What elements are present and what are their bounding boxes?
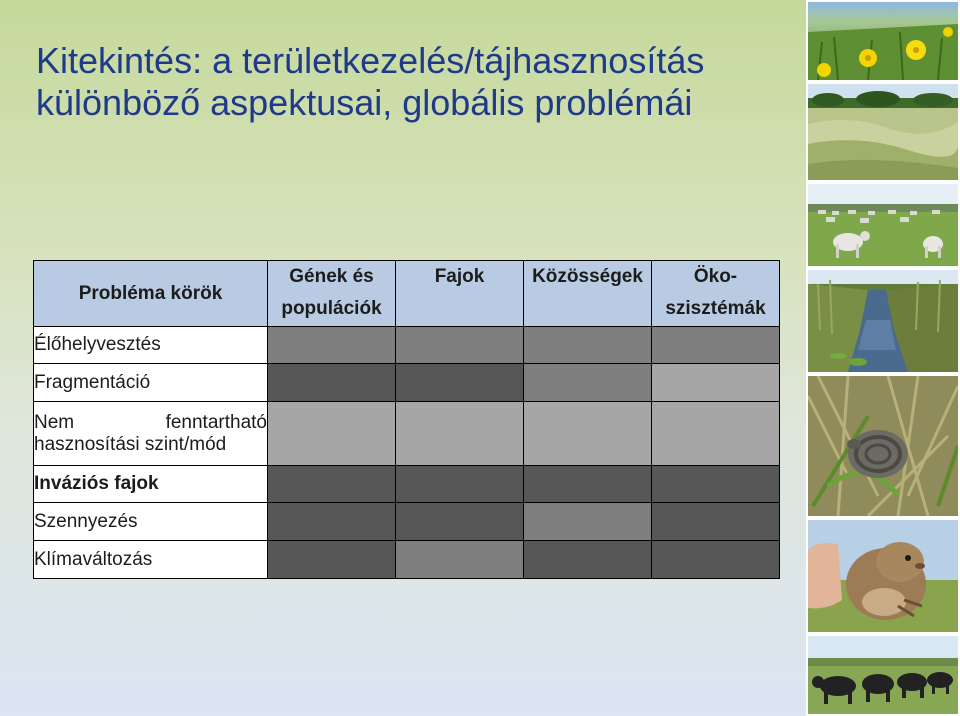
row-label-climate-change: Klímaváltozás bbox=[34, 541, 268, 579]
cell-shade bbox=[652, 327, 780, 364]
ground-squirrel-photo bbox=[808, 520, 958, 632]
header-communities: Közösségek bbox=[524, 261, 652, 327]
cell-shade bbox=[268, 364, 396, 402]
header-ecosystems: Öko- szisztémák bbox=[652, 261, 780, 327]
cell-shade bbox=[652, 541, 780, 579]
cell-shade bbox=[524, 466, 652, 503]
table-header-row bbox=[34, 261, 780, 327]
slide-title-line-2: különböző aspektusai, globális problémái bbox=[36, 82, 693, 123]
table-row bbox=[34, 466, 780, 503]
cell-shade bbox=[268, 402, 396, 466]
header-problem-areas: Probléma körök bbox=[34, 261, 268, 327]
grassland-photo bbox=[808, 84, 958, 180]
table-row bbox=[34, 327, 780, 364]
row-label-fragmentation: Fragmentáció bbox=[34, 364, 268, 402]
table-row bbox=[34, 402, 780, 466]
cell-shade bbox=[396, 364, 524, 402]
row-label-habitat-loss: Élőhelyvesztés bbox=[34, 327, 268, 364]
cell-shade bbox=[396, 503, 524, 541]
grey-cattle-photo bbox=[808, 184, 958, 266]
flowers-meadow-photo bbox=[808, 2, 958, 80]
cell-shade bbox=[396, 466, 524, 503]
row-label-invasive-species: Inváziós fajok bbox=[34, 466, 268, 503]
water-buffalo-photo bbox=[808, 636, 958, 714]
cell-shade bbox=[652, 402, 780, 466]
slide-title-line-1: Kitekintés: a területkezelés/tájhasznosítás bbox=[36, 40, 705, 81]
cell-shade bbox=[524, 541, 652, 579]
snake-photo bbox=[808, 376, 958, 516]
cell-shade bbox=[268, 466, 396, 503]
row-label-pollution: Szennyezés bbox=[34, 503, 268, 541]
cell-shade bbox=[652, 466, 780, 503]
cell-shade bbox=[396, 541, 524, 579]
cell-shade bbox=[268, 327, 396, 364]
table-row bbox=[34, 364, 780, 402]
cell-shade bbox=[652, 503, 780, 541]
cell-shade bbox=[524, 327, 652, 364]
header-species: Fajok bbox=[396, 261, 524, 327]
row-label-unsustainable-use: Nem fenntartható hasznosítási szint/mód bbox=[34, 402, 268, 466]
table-row bbox=[34, 503, 780, 541]
cell-shade bbox=[524, 503, 652, 541]
cell-shade bbox=[268, 503, 396, 541]
cell-shade bbox=[524, 364, 652, 402]
table-row bbox=[34, 541, 780, 579]
reed-marsh-photo bbox=[808, 270, 958, 372]
cell-shade bbox=[396, 327, 524, 364]
cell-shade bbox=[268, 541, 396, 579]
header-genes-populations: Gének és populációk bbox=[268, 261, 396, 327]
problem-matrix-table bbox=[33, 260, 780, 579]
cell-shade bbox=[652, 364, 780, 402]
cell-shade bbox=[396, 402, 524, 466]
photo-strip bbox=[806, 0, 960, 716]
slide-title bbox=[36, 40, 796, 124]
cell-shade bbox=[524, 402, 652, 466]
